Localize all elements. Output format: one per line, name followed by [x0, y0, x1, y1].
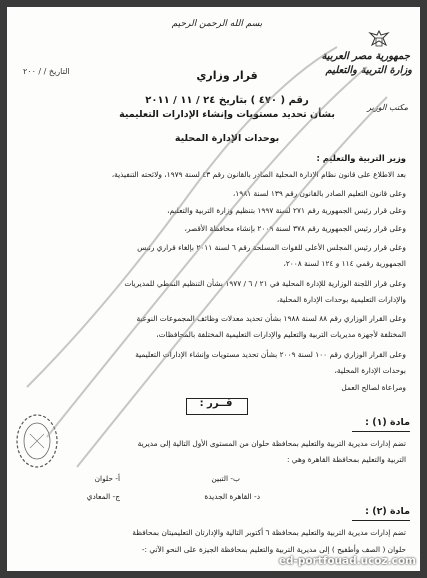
scan-watermark	[7, 7, 420, 571]
list-item: ج- المعادي	[86, 492, 120, 501]
document-page	[7, 7, 420, 571]
article-2-line: تضم إدارات مديرية التربية والتعليم بمحافظة ٦ أكتوبر التالية والإدارتان التعليميتان بمحافظة	[132, 528, 406, 537]
body-line: وعلى قرار رئيس الجمهورية رقم ٢٧١ لسنة ١٩٩٧ بتنظيم وزارة التربية والتعليم،	[167, 206, 406, 215]
country-name: جمهورية مصر العربية	[321, 51, 410, 62]
article-1-line: تضم إدارات مديرية التربية والتعليم بمحافظة حلوان من المستوى الأول التالية إلى مديرية	[137, 439, 406, 448]
decree-heading: قــرر :	[199, 398, 233, 409]
article-2-heading: مادة (٢) :	[365, 506, 410, 517]
body-line: وعلى القرار الوزاري رقم ٨٨ لسنة ١٩٨٨ بشأن تحديد معدلات وظائف المجموعات النوعية	[136, 314, 406, 323]
decree-subject-line-2: بوحدات الإدارة المحلية	[174, 133, 280, 144]
eagle-emblem-icon	[364, 29, 394, 51]
body-line: وعلى قرار رئيس الجمهورية رقم ٣٧٨ لسنة ٢٠٠٩ بإنشاء محافظة الأقصر،	[184, 224, 406, 233]
ministry-name: وزارة التربية والتعليم	[325, 65, 412, 76]
body-line: وعلى قانون التعليم الصادر بالقانون رقم ١٣٩ لسنة ١٩٨١،	[232, 189, 406, 198]
body-line: وزير التربية والتعليم :	[316, 153, 406, 163]
basmala: بسم الله الرحمن الرحيم	[171, 19, 263, 29]
date-line: التاريخ / / ٢٠٠	[23, 67, 70, 76]
site-url: ed-portfouad.ucoz.com	[278, 555, 416, 567]
body-line: والإدارات التعليمية بوحدات الإدارة المحلية،	[276, 295, 406, 304]
body-line: الجمهورية رقمي ١١٤ و ١٢٤ لسنة ٢٠٠٨،	[283, 259, 406, 268]
decree-number: رقم ( ٤٧٠ ) بتاريخ ٢٤ / ١١ / ٢٠١١	[145, 95, 309, 106]
list-item: ب- التبين	[211, 474, 240, 483]
list-item: أ- حلوان	[94, 474, 120, 483]
article-2-line: حلوان ( الصف وأطفيح ) إلى مديرية التربية والتعليم بمحافظة الجيزة على النحو الآتي :-	[141, 545, 406, 554]
article-1-underline	[352, 431, 410, 432]
body-line: ومراعاة لصالح العمل	[341, 383, 406, 392]
list-item: د- القاهرة الجديدة	[204, 492, 260, 501]
official-stamp-icon	[13, 412, 61, 470]
body-line: وعلى قرار رئيس المجلس الأعلى للقوات المسلحة رقم ٦ لسنة ٢٠١١ بإلغاء قراري رئيس	[137, 243, 406, 252]
body-line: وعلى قرار اللجنة الوزارية للإدارة المحلية في ٢١ / ٦ / ١٩٧٧ بشأن التنظيم النمطي للمديريات	[124, 279, 406, 288]
body-line: وعلى القرار الوزاري رقم ١٠٠ لسنة ٢٠٠٩ بشأن تحديد مستويات وإنشاء الإدارات التعليمية	[135, 350, 406, 359]
body-line: بوحدات الإدارة المحلية،	[334, 366, 406, 375]
body-line: المختلفة لأجهزة مديريات التربية والتعليم والإدارات التعليمية المختلفة بالمحافظات،	[156, 330, 406, 339]
article-2-underline	[352, 520, 410, 521]
article-1-heading: مادة (١) :	[365, 417, 410, 428]
office-name: مكتب الوزير	[367, 103, 408, 112]
decree-subject-line-1: بشأن تحديد مستويات وإنشاء الإدارات التعليمية	[119, 109, 335, 120]
article-1-line: التربية والتعليم بمحافظة القاهرة وهي :	[286, 455, 406, 464]
decree-title: قرار وزاري	[196, 69, 258, 82]
body-line: بعد الاطلاع على قانون نظام الإدارة المحلية الصادر بالقانون رقم ٤٣ لسنة ١٩٧٩، ولائحته التنفيذية،	[111, 170, 406, 179]
